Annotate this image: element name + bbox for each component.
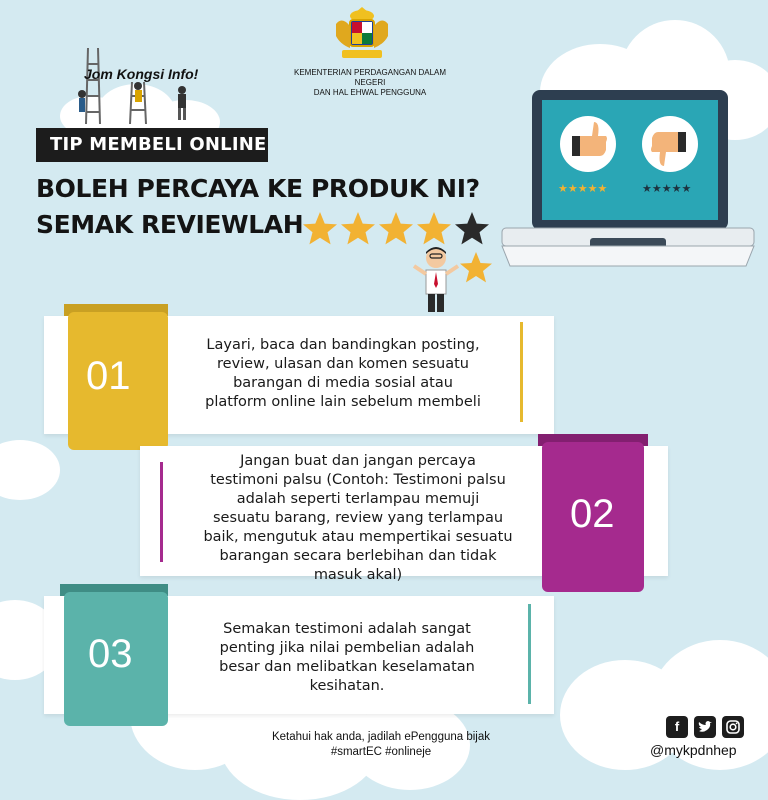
headline-review: SEMAK REVIEWLAH: [36, 210, 304, 239]
coat-of-arms-logo: [330, 6, 394, 62]
tip-text-line: testimoni palsu (Contoh: Testimoni palsu: [210, 472, 506, 488]
social-handle[interactable]: @mykpdnhep: [650, 742, 737, 758]
ministry-line-1: KEMENTERIAN PERDAGANGAN DALAM NEGERI: [293, 68, 447, 87]
ministry-name: [280, 68, 460, 98]
twitter-icon[interactable]: [694, 716, 716, 738]
tip-banner: [36, 128, 268, 162]
tip-accent-bar: [520, 322, 523, 422]
tip-text-line: review, ulasan dan komen sesuatu: [217, 356, 469, 372]
tip-banner-label: TIP MEMBELI ONLINE: [50, 134, 267, 155]
tip-accent-bar: [528, 604, 531, 704]
tip-number-03: 03: [88, 632, 133, 676]
tip-text-01: [170, 336, 516, 412]
tip-text-line: barangan di media sosial atau: [233, 375, 453, 391]
tip-text-line: Semakan testimoni adalah sangat: [223, 621, 471, 637]
footer-text: [246, 730, 516, 760]
star-icon: [417, 212, 451, 244]
ladder-characters-illustration: [70, 44, 200, 124]
tip-accent-bar: [160, 462, 163, 562]
tip-text-line: baik, mengutuk atau mempertikai sesuatu: [203, 529, 513, 545]
tip-number-01: 01: [86, 354, 131, 398]
tagline: Jom Kongsi Info!: [84, 66, 199, 82]
tip-number-02: 02: [570, 492, 615, 536]
tip-text-line: besar dan melibatkan keselamatan: [219, 659, 475, 675]
tip-text-line: barangan secara berlebihan dan tidak: [219, 548, 497, 564]
ministry-line-2: DAN HAL EHWAL PENGGUNA: [313, 88, 427, 97]
tip-text-line: Jangan buat dan jangan percaya: [240, 453, 476, 469]
cloud: [0, 440, 60, 500]
star-icon: [303, 212, 337, 244]
footer-hashtags: #smartEC #onlineje: [330, 746, 432, 758]
empty-star-icon: [455, 212, 489, 244]
five-star-rating-icon: ★★★★★: [642, 182, 692, 195]
tip-text-line: kesihatan.: [309, 678, 385, 694]
laptop-illustration: [500, 88, 756, 280]
tip-text-line: sesuatu barang, review yang terlampau: [212, 510, 504, 526]
tip-text-line: masuk akal): [313, 567, 403, 583]
star-icon: [379, 212, 413, 244]
five-star-rating-icon: ★★★★★: [558, 182, 608, 195]
tip-text-02: [172, 452, 544, 585]
footer-slogan: Ketahui hak anda, jadilah ePengguna bijak: [271, 731, 491, 743]
instagram-icon[interactable]: [722, 716, 744, 738]
star-icon: [460, 252, 492, 282]
businessman-illustration: [412, 244, 498, 316]
tip-text-line: platform online lain sebelum membeli: [205, 394, 481, 410]
tip-text-line: Layari, baca dan bandingkan posting,: [206, 337, 480, 353]
facebook-icon[interactable]: f: [666, 716, 688, 738]
headline-question: BOLEH PERCAYA KE PRODUK NI?: [36, 174, 480, 203]
tip-text-03: [182, 620, 512, 696]
tip-text-line: adalah seperti terlampau memuji: [236, 491, 480, 507]
star-icon: [341, 212, 375, 244]
tip-text-line: penting jika nilai pembelian adalah: [219, 640, 475, 656]
